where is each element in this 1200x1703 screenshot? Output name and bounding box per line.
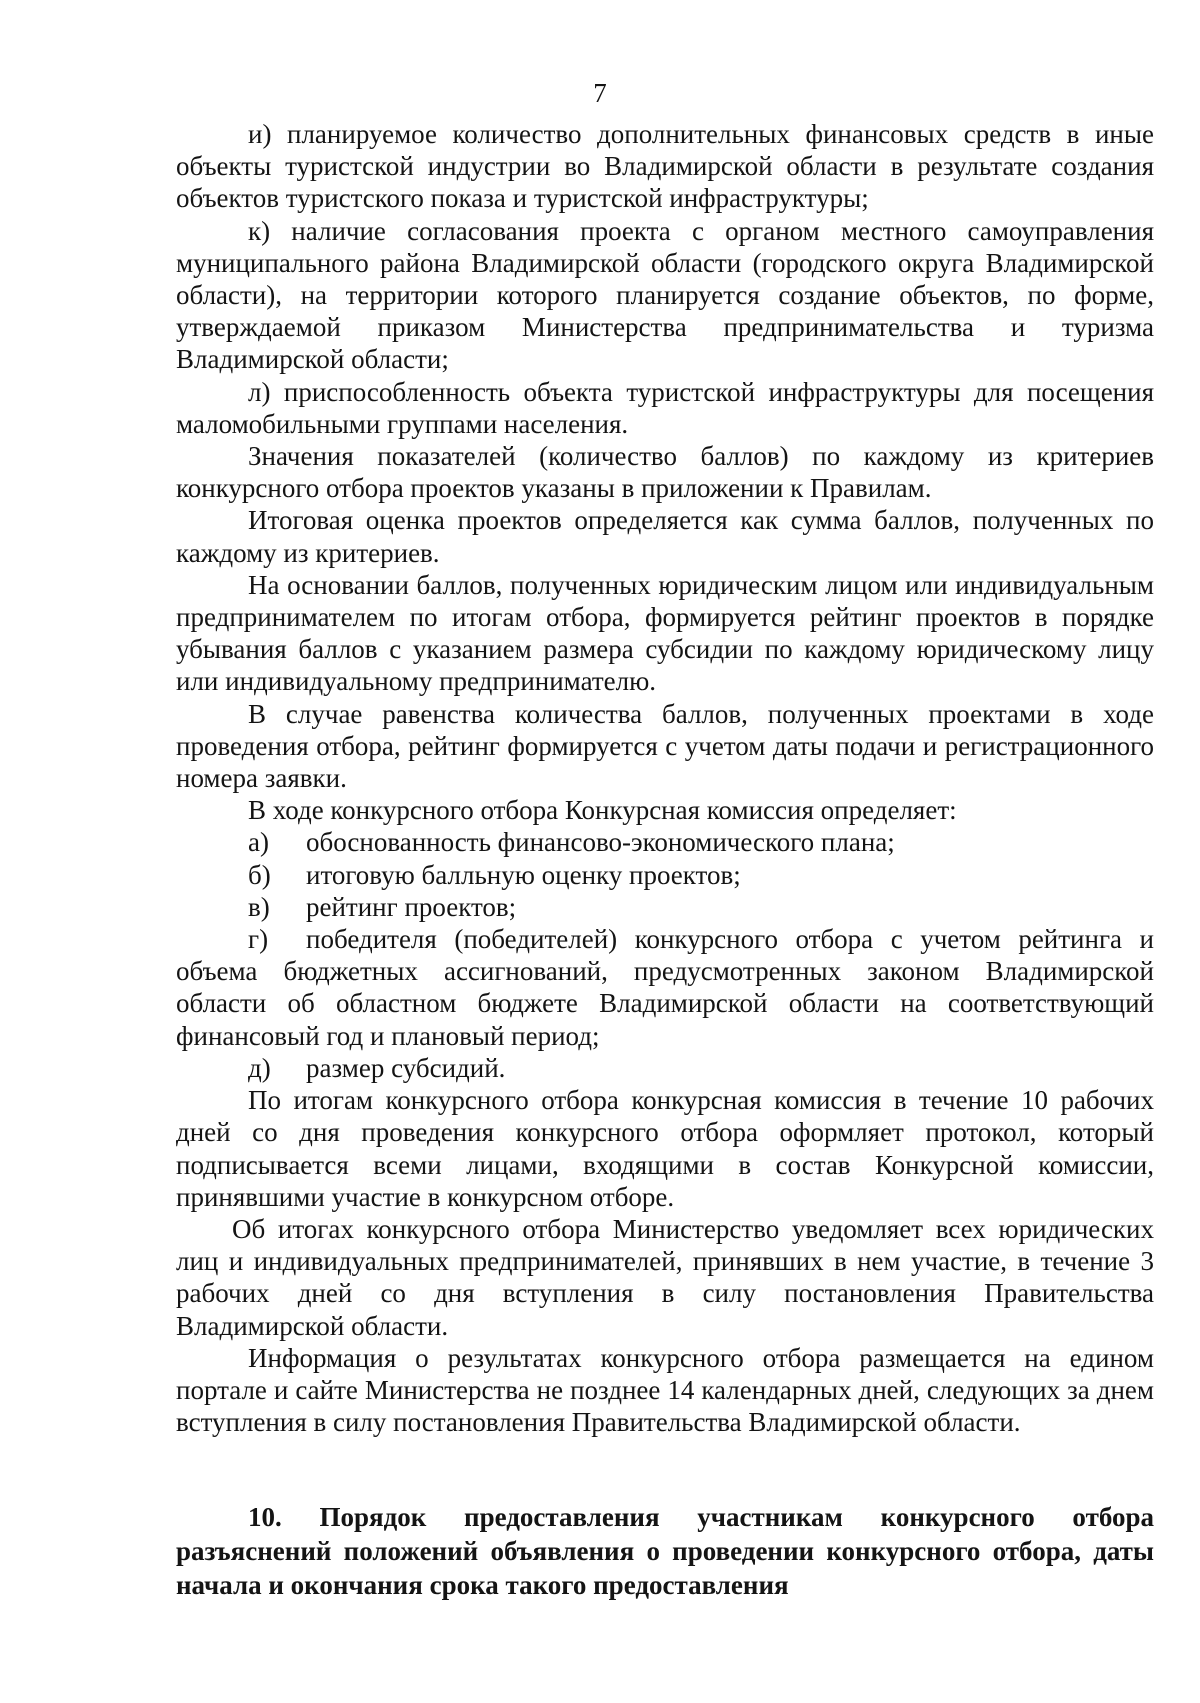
- list-item: [176, 826, 1154, 858]
- paragraph-total-score: Итоговая оценка проектов определяется как сумма баллов, полученных по каждому из критериев.: [176, 505, 1154, 568]
- paragraph-criterion-i: и) планируемое количество дополнительных финансовых средств в иные объекты туристской индустрии во Владимирской области в результате создания объектов туристского показа и туристской инфраструктуры;: [176, 119, 1154, 214]
- list-item: [176, 1052, 1154, 1084]
- paragraph-notification: Об итогах конкурсного отбора Министерство уведомляет всех юридических лиц и индивидуальных предпринимателей, принявших в нем участие, в течение 3 рабочих дней со дня вступления в силу постановления Правительства Владимирской области.: [176, 1213, 1154, 1341]
- paragraph-equal-scores: В случае равенства количества баллов, полученных проектами в ходе проведения отбора, рейтинг формируется с учетом даты подачи и регистрационного номера заявки.: [176, 698, 1154, 794]
- list-item-marker: д): [248, 1052, 271, 1083]
- paragraph-criterion-k: к) наличие согласования проекта с органом местного самоуправления муниципального района Владимирской области (городского округа Владимирской области), на территории которого планируется создание объектов, по форме, утверждаемой приказом Министерства предпринимательства и туризма Владимирской области;: [176, 215, 1154, 375]
- document-body: [176, 118, 1154, 1438]
- paragraph-criterion-l: л) приспособленность объекта туристской инфраструктуры для посещения маломобильными группами населения.: [176, 376, 1154, 439]
- page-number: 7: [593, 78, 607, 108]
- paragraph-publication: Информация о результатах конкурсного отбора размещается на едином портале и сайте Министерства не позднее 14 календарных дней, следующих за днем вступления в силу постановления Правительства Владимирской области.: [176, 1342, 1154, 1438]
- list-item-text: размер субсидий.: [306, 1052, 506, 1083]
- section-heading: 10. Порядок предоставления участникам конкурсного отбора разъяснений положений объявления о проведении конкурсного отбора, даты начала и окончания срока такого предоставления: [176, 1502, 1154, 1600]
- paragraph-commission-determines: В ходе конкурсного отбора Конкурсная комиссия определяет:: [248, 795, 957, 826]
- list-item-marker: в): [248, 891, 270, 922]
- list-item-text: рейтинг проектов;: [306, 891, 517, 922]
- list-item-marker: г): [248, 924, 269, 955]
- paragraph-rating: На основании баллов, полученных юридическим лицом или индивидуальным предпринимателем по итогам отбора, формируется рейтинг проектов в порядке убывания баллов с указанием размера субсидии по каждому юридическому лицу или индивидуальному предпринимателю.: [176, 569, 1154, 697]
- list-item: [176, 923, 1154, 1052]
- paragraph-protocol: По итогам конкурсного отбора конкурсная комиссия в течение 10 рабочих дней со дня проведения конкурсного отбора оформляет протокол, который подписывается всеми лицами, входящими в состав Конкурсной комиссии, принявшими участие в конкурсном отборе.: [176, 1085, 1154, 1212]
- list-item: [176, 891, 1154, 923]
- list-item-text: итоговую балльную оценку проектов;: [306, 859, 741, 890]
- list-item: [176, 859, 1154, 891]
- list-item-text: обоснованность финансово-экономического плана;: [306, 827, 895, 858]
- paragraph-score-values: Значения показателей (количество баллов) по каждому из критериев конкурсного отбора проектов указаны в приложении к Правилам.: [176, 441, 1154, 504]
- list-item-marker: а): [248, 827, 269, 858]
- list-item-marker: б): [248, 859, 271, 890]
- list-item-text: победителя (победителей) конкурсного отбора с учетом рейтинга и объема бюджетных ассигнований, предусмотренных законом Владимирской области об областном бюджете Владимирской области на соответствующий финансовый год и плановый период;: [176, 924, 1154, 1051]
